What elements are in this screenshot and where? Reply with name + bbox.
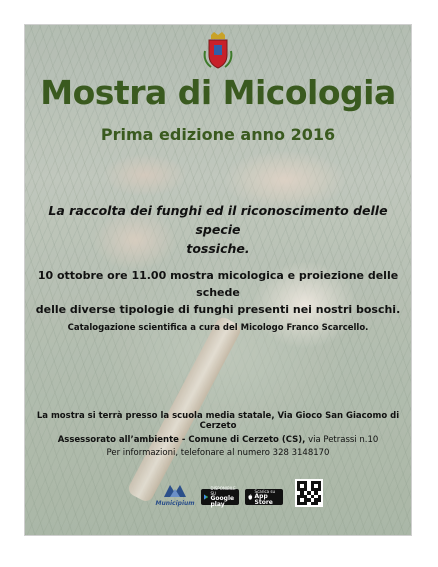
google-play-badge[interactable] <box>201 486 239 508</box>
app-store-small-text: Scarica su <box>254 488 276 494</box>
municipium-label: Municipium <box>155 500 195 507</box>
apple-icon <box>248 493 253 501</box>
google-play-small-text: DISPONIBILE SU <box>210 486 236 496</box>
app-store-text: App Store <box>254 492 273 506</box>
footer-badges <box>155 475 323 507</box>
municipium-logo-icon <box>162 481 188 499</box>
organizer-name: Assessorato all’ambiente - Comune di Cerzeto (CS), <box>57 435 306 445</box>
catalog-credit: Catalogazione scientifica a cura del Micologo Franco Scarcello. <box>67 323 369 333</box>
google-play-text: Google play <box>210 495 235 508</box>
qr-module <box>318 502 321 505</box>
organizer-address: via Petrassi n.10 <box>305 435 379 445</box>
coat-of-arms-icon <box>201 31 235 71</box>
contact-info: Per informazioni, telefonare al numero 328 3148170 <box>106 448 330 458</box>
google-play-icon <box>204 493 208 501</box>
event-line-2: delle diverse tipologie di funghi presenti nei nostri boschi. <box>35 303 401 316</box>
event-poster <box>24 24 412 536</box>
tagline <box>47 201 389 258</box>
event-description <box>29 267 407 318</box>
event-line-1: 10 ottobre ore 11.00 mostra micologica e proiezione delle schede <box>37 269 399 299</box>
qr-code-icon[interactable] <box>295 479 323 507</box>
poster-title: Mostra di Micologia <box>40 73 396 112</box>
organizer <box>25 435 411 445</box>
tagline-line-1: La raccolta dei funghi ed il riconoscimento delle specie <box>48 203 388 237</box>
event-location: La mostra si terrà presso la scuola media statale, Via Gioco San Giacomo di Cerzeto <box>36 411 400 431</box>
tagline-line-2: tossiche. <box>186 241 250 256</box>
municipium-brand[interactable] <box>155 481 195 507</box>
app-store-badge[interactable] <box>245 489 283 505</box>
poster-subtitle: Prima edizione anno 2016 <box>100 125 336 144</box>
